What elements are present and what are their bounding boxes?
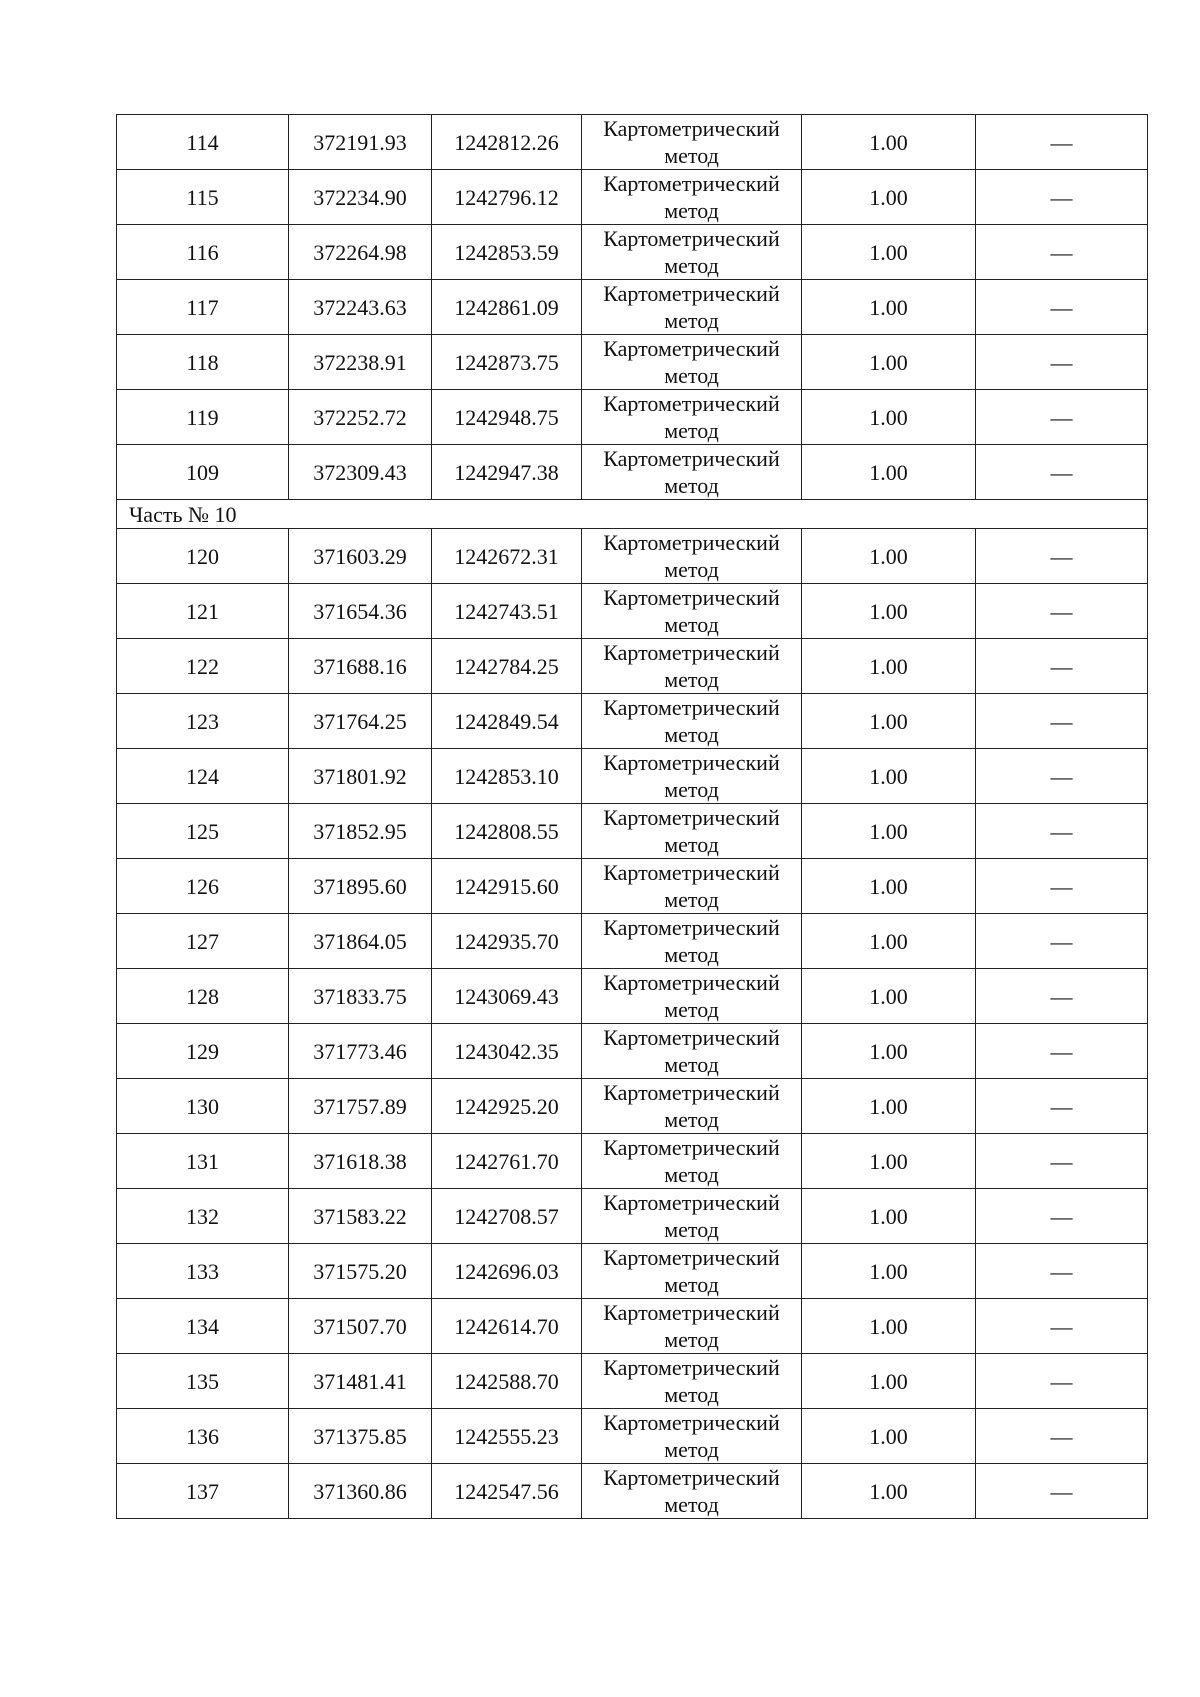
y-coordinate-cell: 1242743.51: [432, 584, 582, 639]
method-cell: [582, 859, 802, 914]
accuracy-cell: 1.00: [802, 1134, 976, 1189]
method-cell: [582, 1354, 802, 1409]
x-coordinate-cell: 372309.43: [289, 445, 432, 500]
point-number-cell: 133: [117, 1244, 289, 1299]
note-cell: —: [976, 1409, 1148, 1464]
y-coordinate-cell: 1242873.75: [432, 335, 582, 390]
x-coordinate-cell: 372234.90: [289, 170, 432, 225]
method-line-1: Картометрический: [603, 446, 780, 471]
table-row: [117, 1079, 1148, 1134]
y-coordinate-cell: 1242853.59: [432, 225, 582, 280]
accuracy-cell: 1.00: [802, 694, 976, 749]
note-cell: —: [976, 1134, 1148, 1189]
point-number-cell: 119: [117, 390, 289, 445]
section-header: [117, 500, 1148, 529]
note-cell: —: [976, 1079, 1148, 1134]
method-line-2: метод: [664, 1162, 719, 1187]
accuracy-cell: 1.00: [802, 584, 976, 639]
method-cell: [582, 1299, 802, 1354]
note-cell: —: [976, 1299, 1148, 1354]
y-coordinate-cell: 1242547.56: [432, 1464, 582, 1519]
table-row: [117, 225, 1148, 280]
accuracy-cell: 1.00: [802, 529, 976, 584]
method-cell: [582, 639, 802, 694]
y-coordinate-cell: 1242808.55: [432, 804, 582, 859]
y-coordinate-cell: 1242861.09: [432, 280, 582, 335]
method-cell: [582, 390, 802, 445]
note-cell: —: [976, 639, 1148, 694]
y-coordinate-cell: 1242672.31: [432, 529, 582, 584]
point-number-cell: 114: [117, 115, 289, 170]
x-coordinate-cell: 371618.38: [289, 1134, 432, 1189]
table-row: [117, 390, 1148, 445]
table-row: [117, 445, 1148, 500]
point-number-cell: 129: [117, 1024, 289, 1079]
table-row: [117, 694, 1148, 749]
section-row: [117, 500, 1148, 529]
y-coordinate-cell: 1242588.70: [432, 1354, 582, 1409]
method-cell: [582, 1244, 802, 1299]
x-coordinate-cell: 371801.92: [289, 749, 432, 804]
point-number-cell: 123: [117, 694, 289, 749]
accuracy-cell: 1.00: [802, 1354, 976, 1409]
note-cell: —: [976, 225, 1148, 280]
note-cell: —: [976, 529, 1148, 584]
x-coordinate-cell: 372264.98: [289, 225, 432, 280]
accuracy-cell: 1.00: [802, 390, 976, 445]
table-row: [117, 529, 1148, 584]
method-cell: [582, 584, 802, 639]
method-line-1: Картометрический: [603, 1410, 780, 1435]
accuracy-cell: 1.00: [802, 1189, 976, 1244]
table-row: [117, 1409, 1148, 1464]
point-number-cell: 109: [117, 445, 289, 500]
method-cell: [582, 1189, 802, 1244]
table-row: [117, 170, 1148, 225]
x-coordinate-cell: 371375.85: [289, 1409, 432, 1464]
method-line-2: метод: [664, 1437, 719, 1462]
method-line-1: Картометрический: [603, 391, 780, 416]
method-line-1: Картометрический: [603, 970, 780, 995]
note-cell: —: [976, 1189, 1148, 1244]
accuracy-cell: 1.00: [802, 639, 976, 694]
note-cell: —: [976, 445, 1148, 500]
y-coordinate-cell: 1242947.38: [432, 445, 582, 500]
point-number-cell: 137: [117, 1464, 289, 1519]
x-coordinate-cell: 371481.41: [289, 1354, 432, 1409]
x-coordinate-cell: 372238.91: [289, 335, 432, 390]
method-line-1: Картометрический: [603, 1300, 780, 1325]
x-coordinate-cell: 371688.16: [289, 639, 432, 694]
x-coordinate-cell: 371833.75: [289, 969, 432, 1024]
y-coordinate-cell: 1242555.23: [432, 1409, 582, 1464]
note-cell: —: [976, 749, 1148, 804]
table-row: [117, 584, 1148, 639]
method-cell: [582, 280, 802, 335]
table-row: [117, 859, 1148, 914]
group-a-rows: [117, 115, 1148, 500]
accuracy-cell: 1.00: [802, 804, 976, 859]
x-coordinate-cell: 371603.29: [289, 529, 432, 584]
accuracy-cell: 1.00: [802, 170, 976, 225]
accuracy-cell: 1.00: [802, 225, 976, 280]
table-row: [117, 335, 1148, 390]
point-number-cell: 124: [117, 749, 289, 804]
accuracy-cell: 1.00: [802, 115, 976, 170]
method-cell: [582, 170, 802, 225]
accuracy-cell: 1.00: [802, 1409, 976, 1464]
note-cell: —: [976, 170, 1148, 225]
method-cell: [582, 445, 802, 500]
x-coordinate-cell: 371507.70: [289, 1299, 432, 1354]
y-coordinate-cell: 1242915.60: [432, 859, 582, 914]
table-row: [117, 280, 1148, 335]
y-coordinate-cell: 1243042.35: [432, 1024, 582, 1079]
note-cell: —: [976, 694, 1148, 749]
point-number-cell: 134: [117, 1299, 289, 1354]
x-coordinate-cell: 371757.89: [289, 1079, 432, 1134]
section-label: Часть № 10: [117, 500, 1148, 529]
method-line-2: метод: [664, 1052, 719, 1077]
x-coordinate-cell: 371895.60: [289, 859, 432, 914]
method-line-1: Картометрический: [603, 226, 780, 251]
method-line-1: Картометрический: [603, 860, 780, 885]
point-number-cell: 117: [117, 280, 289, 335]
method-line-2: метод: [664, 1107, 719, 1132]
x-coordinate-cell: 371773.46: [289, 1024, 432, 1079]
method-line-2: метод: [664, 612, 719, 637]
accuracy-cell: 1.00: [802, 1079, 976, 1134]
point-number-cell: 118: [117, 335, 289, 390]
method-cell: [582, 749, 802, 804]
method-cell: [582, 1134, 802, 1189]
method-line-1: Картометрический: [603, 805, 780, 830]
y-coordinate-cell: 1242708.57: [432, 1189, 582, 1244]
note-cell: —: [976, 969, 1148, 1024]
accuracy-cell: 1.00: [802, 1464, 976, 1519]
x-coordinate-cell: 371764.25: [289, 694, 432, 749]
method-cell: [582, 1079, 802, 1134]
table-row: [117, 914, 1148, 969]
note-cell: —: [976, 1464, 1148, 1519]
method-line-1: Картометрический: [603, 1245, 780, 1270]
y-coordinate-cell: 1242614.70: [432, 1299, 582, 1354]
note-cell: —: [976, 859, 1148, 914]
point-number-cell: 115: [117, 170, 289, 225]
accuracy-cell: 1.00: [802, 1244, 976, 1299]
note-cell: —: [976, 280, 1148, 335]
accuracy-cell: 1.00: [802, 280, 976, 335]
accuracy-cell: 1.00: [802, 859, 976, 914]
point-number-cell: 135: [117, 1354, 289, 1409]
method-cell: [582, 1024, 802, 1079]
x-coordinate-cell: 371575.20: [289, 1244, 432, 1299]
accuracy-cell: 1.00: [802, 335, 976, 390]
point-number-cell: 121: [117, 584, 289, 639]
point-number-cell: 125: [117, 804, 289, 859]
accuracy-cell: 1.00: [802, 445, 976, 500]
point-number-cell: 127: [117, 914, 289, 969]
method-line-1: Картометрический: [603, 915, 780, 940]
method-cell: [582, 914, 802, 969]
note-cell: —: [976, 914, 1148, 969]
point-number-cell: 132: [117, 1189, 289, 1244]
accuracy-cell: 1.00: [802, 1024, 976, 1079]
accuracy-cell: 1.00: [802, 749, 976, 804]
table-row: [117, 1354, 1148, 1409]
accuracy-cell: 1.00: [802, 969, 976, 1024]
method-line-2: метод: [664, 418, 719, 443]
y-coordinate-cell: 1242935.70: [432, 914, 582, 969]
method-cell: [582, 804, 802, 859]
point-number-cell: 131: [117, 1134, 289, 1189]
table-row: [117, 1464, 1148, 1519]
method-line-1: Картометрический: [603, 585, 780, 610]
method-line-2: метод: [664, 777, 719, 802]
table-row: [117, 1024, 1148, 1079]
point-number-cell: 120: [117, 529, 289, 584]
method-line-2: метод: [664, 363, 719, 388]
method-cell: [582, 969, 802, 1024]
method-line-2: метод: [664, 832, 719, 857]
method-line-2: метод: [664, 667, 719, 692]
note-cell: —: [976, 335, 1148, 390]
y-coordinate-cell: 1242796.12: [432, 170, 582, 225]
group-b-rows: [117, 529, 1148, 1519]
y-coordinate-cell: 1242761.70: [432, 1134, 582, 1189]
method-line-2: метод: [664, 473, 719, 498]
method-line-2: метод: [664, 198, 719, 223]
accuracy-cell: 1.00: [802, 1299, 976, 1354]
method-cell: [582, 529, 802, 584]
note-cell: —: [976, 584, 1148, 639]
method-cell: [582, 1464, 802, 1519]
table-row: [117, 969, 1148, 1024]
table-row: [117, 115, 1148, 170]
method-cell: [582, 115, 802, 170]
method-cell: [582, 335, 802, 390]
point-number-cell: 130: [117, 1079, 289, 1134]
method-line-1: Картометрический: [603, 1355, 780, 1380]
x-coordinate-cell: 372252.72: [289, 390, 432, 445]
method-cell: [582, 694, 802, 749]
y-coordinate-cell: 1242849.54: [432, 694, 582, 749]
note-cell: —: [976, 804, 1148, 859]
x-coordinate-cell: 371864.05: [289, 914, 432, 969]
point-number-cell: 128: [117, 969, 289, 1024]
method-line-2: метод: [664, 308, 719, 333]
x-coordinate-cell: 371654.36: [289, 584, 432, 639]
coordinates-table: [116, 114, 1148, 1519]
note-cell: —: [976, 115, 1148, 170]
method-line-2: метод: [664, 143, 719, 168]
point-number-cell: 116: [117, 225, 289, 280]
y-coordinate-cell: 1242925.20: [432, 1079, 582, 1134]
method-line-1: Картометрический: [603, 171, 780, 196]
x-coordinate-cell: 371360.86: [289, 1464, 432, 1519]
method-line-1: Картометрический: [603, 1025, 780, 1050]
accuracy-cell: 1.00: [802, 914, 976, 969]
y-coordinate-cell: 1242696.03: [432, 1244, 582, 1299]
method-line-2: метод: [664, 1272, 719, 1297]
note-cell: —: [976, 1244, 1148, 1299]
note-cell: —: [976, 390, 1148, 445]
x-coordinate-cell: 371583.22: [289, 1189, 432, 1244]
table-row: [117, 1299, 1148, 1354]
y-coordinate-cell: 1242853.10: [432, 749, 582, 804]
point-number-cell: 136: [117, 1409, 289, 1464]
method-line-1: Картометрический: [603, 695, 780, 720]
method-line-1: Картометрический: [603, 750, 780, 775]
method-line-1: Картометрический: [603, 1080, 780, 1105]
method-line-1: Картометрический: [603, 116, 780, 141]
y-coordinate-cell: 1242812.26: [432, 115, 582, 170]
point-number-cell: 126: [117, 859, 289, 914]
method-line-2: метод: [664, 722, 719, 747]
table-row: [117, 1134, 1148, 1189]
point-number-cell: 122: [117, 639, 289, 694]
x-coordinate-cell: 372243.63: [289, 280, 432, 335]
y-coordinate-cell: 1243069.43: [432, 969, 582, 1024]
y-coordinate-cell: 1242948.75: [432, 390, 582, 445]
method-cell: [582, 1409, 802, 1464]
x-coordinate-cell: 372191.93: [289, 115, 432, 170]
method-line-1: Картометрический: [603, 281, 780, 306]
table-row: [117, 1189, 1148, 1244]
method-line-1: Картометрический: [603, 640, 780, 665]
method-line-1: Картометрический: [603, 336, 780, 361]
table-row: [117, 804, 1148, 859]
method-line-1: Картометрический: [603, 1465, 780, 1490]
method-cell: [582, 225, 802, 280]
table-row: [117, 639, 1148, 694]
method-line-2: метод: [664, 942, 719, 967]
method-line-2: метод: [664, 1217, 719, 1242]
note-cell: —: [976, 1354, 1148, 1409]
method-line-1: Картометрический: [603, 1135, 780, 1160]
method-line-1: Картометрический: [603, 1190, 780, 1215]
x-coordinate-cell: 371852.95: [289, 804, 432, 859]
method-line-2: метод: [664, 1382, 719, 1407]
method-line-2: метод: [664, 887, 719, 912]
y-coordinate-cell: 1242784.25: [432, 639, 582, 694]
method-line-2: метод: [664, 997, 719, 1022]
note-cell: —: [976, 1024, 1148, 1079]
method-line-2: метод: [664, 1327, 719, 1352]
table-row: [117, 1244, 1148, 1299]
method-line-2: метод: [664, 1492, 719, 1517]
method-line-1: Картометрический: [603, 530, 780, 555]
method-line-2: метод: [664, 253, 719, 278]
table-row: [117, 749, 1148, 804]
method-line-2: метод: [664, 557, 719, 582]
